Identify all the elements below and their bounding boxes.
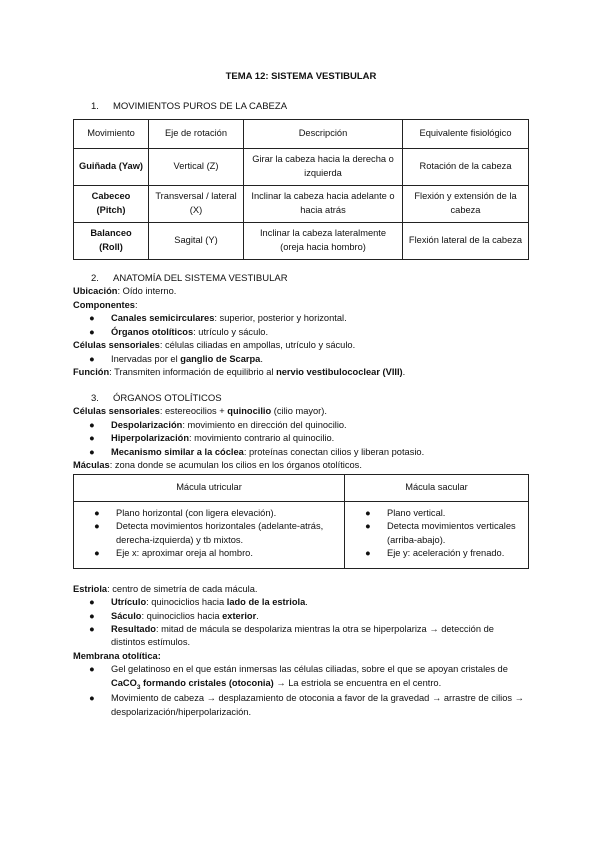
- celulas-sensoriales-line: [73, 405, 529, 418]
- table-cell: Balanceo (Roll): [74, 222, 149, 259]
- table-cell: Vertical (Z): [149, 148, 244, 185]
- term-text: Movimiento de cabeza → desplazamiento de otoconia a favor de la gravedad → arrastre de cilios → despolarización/hiperpolarización.: [111, 693, 524, 717]
- table-cell: Transversal / lateral (X): [149, 185, 244, 222]
- bullet-icon: ●: [89, 597, 95, 608]
- table-row: [74, 222, 529, 259]
- list-item: [78, 507, 340, 520]
- list-item: [73, 692, 529, 719]
- celulas-list: [73, 353, 529, 366]
- table-cell: Guiñada (Yaw): [74, 148, 149, 185]
- maculas-line: [73, 459, 529, 472]
- term-label: Hiperpolarización: [111, 433, 190, 444]
- bullet-icon: ●: [89, 326, 95, 337]
- table-header-row: [74, 119, 529, 148]
- term-label: nervio vestibulococlear (VIII): [276, 367, 403, 378]
- list-item: [73, 610, 529, 623]
- term-text: .: [256, 610, 259, 621]
- term-label: Resultado: [111, 623, 156, 634]
- term-text: : mitad de mácula se despolariza mientras la otra se hiperpolariza → detección de distintos estímulos.: [111, 623, 494, 648]
- list-item: [73, 432, 529, 445]
- componentes-list: [73, 312, 529, 339]
- componentes-line: [73, 299, 529, 312]
- item-text: Eje y: aceleración y frenado.: [387, 548, 505, 559]
- term-text: : proteínas conectan cilios y liberan potasio.: [243, 446, 425, 457]
- table-header: Eje de rotación: [149, 119, 244, 148]
- term-label: Ubicación: [73, 286, 118, 297]
- item-text: Plano horizontal (con ligera elevación).: [116, 507, 277, 518]
- table-row: [74, 185, 529, 222]
- list-item: [73, 623, 529, 650]
- table-cell: Cabeceo (Pitch): [74, 185, 149, 222]
- table-header: Mácula sacular: [345, 474, 529, 501]
- list-item: [78, 547, 340, 560]
- table-cell: Sagital (Y): [149, 222, 244, 259]
- term-label: ganglio de Scarpa: [180, 353, 261, 364]
- table-cell: Flexión lateral de la cabeza: [403, 222, 529, 259]
- term-label: Canales semicirculares: [111, 313, 215, 324]
- bullet-icon: ●: [89, 433, 95, 444]
- list-item: [349, 547, 524, 560]
- bullet-icon: ●: [89, 610, 95, 621]
- table-header: Movimiento: [74, 119, 149, 148]
- list-item: [73, 446, 529, 459]
- table-cell: Inclinar la cabeza lateralmente (oreja hacia hombro): [244, 222, 403, 259]
- list-item: [73, 353, 529, 366]
- table-header: Equivalente fisiológico: [403, 119, 529, 148]
- section-2-heading: [91, 272, 529, 286]
- bullet-icon: ●: [365, 507, 371, 518]
- list-item: [73, 596, 529, 609]
- table-row: [74, 148, 529, 185]
- list-item: [73, 419, 529, 432]
- term-text: : quinociclios hacia: [141, 610, 223, 621]
- term-label: Máculas: [73, 460, 110, 471]
- term-label: Despolarización: [111, 419, 183, 430]
- term-label: lado de la estriola: [226, 597, 306, 608]
- term-label: formando cristales (otoconia): [140, 677, 274, 688]
- celulas-line: [73, 339, 529, 352]
- section-number: 1.: [91, 100, 99, 112]
- movements-table: [73, 119, 529, 260]
- polarizacion-list: [73, 419, 529, 459]
- macula-utricular-list: [78, 507, 340, 561]
- estriola-line: [73, 583, 529, 596]
- bullet-icon: ●: [89, 353, 95, 364]
- list-item: [349, 507, 524, 520]
- term-text: : movimiento en dirección del quinocilio.: [182, 419, 347, 430]
- table-row: [74, 501, 529, 568]
- bullet-icon: ●: [89, 693, 95, 704]
- term-label: exterior: [222, 610, 257, 621]
- term-text: : centro de simetría de cada mácula.: [107, 583, 258, 594]
- ubicacion-line: [73, 285, 529, 298]
- bullet-icon: ●: [89, 446, 95, 457]
- table-header: Descripción: [244, 119, 403, 148]
- section-title: ÓRGANOS OTOLÍTICOS: [113, 392, 222, 404]
- bullet-icon: ●: [89, 623, 95, 634]
- bullet-icon: ●: [94, 507, 100, 518]
- term-text: .: [260, 353, 263, 364]
- bullet-icon: ●: [89, 419, 95, 430]
- term-text: : células ciliadas en ampollas, utrículo y sáculo.: [159, 340, 356, 351]
- term-text: → La estriola se encuentra en el centro.: [273, 677, 442, 688]
- term-label: quinocilio: [227, 406, 272, 417]
- term-text: .: [402, 367, 406, 378]
- formula: CaCO: [111, 677, 137, 688]
- item-text: Plano vertical.: [387, 507, 446, 518]
- item-text: Detecta movimientos horizontales (adelante-atrás, derecha-izquierda) y tb mixtos.: [116, 521, 324, 545]
- table-cell: Inclinar la cabeza hacia adelante o hacia atrás: [244, 185, 403, 222]
- term-text: : quinociclios hacia: [146, 597, 227, 608]
- term-text: Inervadas por el: [111, 353, 181, 364]
- term-label: Utrículo: [111, 597, 147, 608]
- table-cell: Flexión y extensión de la cabeza: [403, 185, 529, 222]
- table-header: Mácula utricular: [74, 474, 345, 501]
- list-item: [349, 520, 524, 547]
- document-title: TEMA 12: SISTEMA VESTIBULAR: [225, 71, 377, 82]
- bullet-icon: ●: [94, 521, 100, 532]
- term-text: : movimiento contrario al quinocilio.: [189, 433, 335, 444]
- funcion-line: [73, 366, 529, 379]
- term-label: Sáculo: [111, 610, 142, 621]
- table-cell: [74, 501, 345, 568]
- term-text: .: [305, 597, 308, 608]
- term-label: Células sensoriales: [73, 340, 160, 351]
- bullet-icon: ●: [94, 548, 100, 559]
- estriola-list: [73, 596, 529, 650]
- list-item: [78, 520, 340, 547]
- term-text: : utrículo y sáculo.: [193, 326, 269, 337]
- term-label: Función: [73, 367, 110, 378]
- section-1-heading: [91, 100, 529, 114]
- term-text: : Oído interno.: [117, 286, 177, 297]
- section-3-heading: [91, 392, 529, 406]
- term-label: Órganos otolíticos: [111, 326, 194, 337]
- macula-sacular-list: [349, 507, 524, 561]
- table-cell: Rotación de la cabeza: [403, 148, 529, 185]
- term-text: : superior, posterior y horizontal.: [214, 313, 347, 324]
- term-label: Componentes: [73, 299, 135, 310]
- bullet-icon: ●: [365, 521, 371, 532]
- list-item: [73, 663, 529, 692]
- term-text: : Transmiten información de equilibrio al: [109, 367, 277, 378]
- term-text: :: [134, 299, 138, 310]
- formula-subscript: 3: [136, 683, 141, 691]
- table-cell: [345, 501, 529, 568]
- membrana-list: [73, 663, 529, 719]
- section-number: 3.: [91, 392, 99, 404]
- bullet-icon: ●: [365, 548, 371, 559]
- section-number: 2.: [91, 272, 99, 284]
- document-page: [73, 70, 529, 719]
- section-title: MOVIMIENTOS PUROS DE LA CABEZA: [113, 100, 288, 112]
- term-text: : zona donde se acumulan los cilios en los órganos otolíticos.: [109, 460, 362, 471]
- bullet-icon: ●: [89, 313, 95, 324]
- maculas-table: [73, 474, 529, 569]
- item-text: Detecta movimientos verticales (arriba-abajo).: [387, 521, 516, 545]
- term-label: Células sensoriales: [73, 406, 160, 417]
- table-cell: Girar la cabeza hacia la derecha o izquierda: [244, 148, 403, 185]
- list-item: [73, 312, 529, 325]
- term-label: Mecanismo similar a la cóclea: [111, 446, 244, 457]
- term-text: : estereocilios +: [159, 406, 228, 417]
- term-text: Gel gelatinoso en el que están inmersas las células ciliadas, sobre el que se apoyan cristales de: [111, 664, 508, 675]
- term-label: Estriola: [73, 583, 108, 594]
- section-title: ANATOMÍA DEL SISTEMA VESTIBULAR: [113, 272, 288, 284]
- term-text: (cilio mayor).: [271, 406, 327, 417]
- membrana-line: Membrana otolítica:: [73, 650, 161, 661]
- item-text: Eje x: aproximar oreja al hombro.: [116, 548, 253, 559]
- table-header-row: [74, 474, 529, 501]
- bullet-icon: ●: [89, 664, 95, 675]
- list-item: [73, 326, 529, 339]
